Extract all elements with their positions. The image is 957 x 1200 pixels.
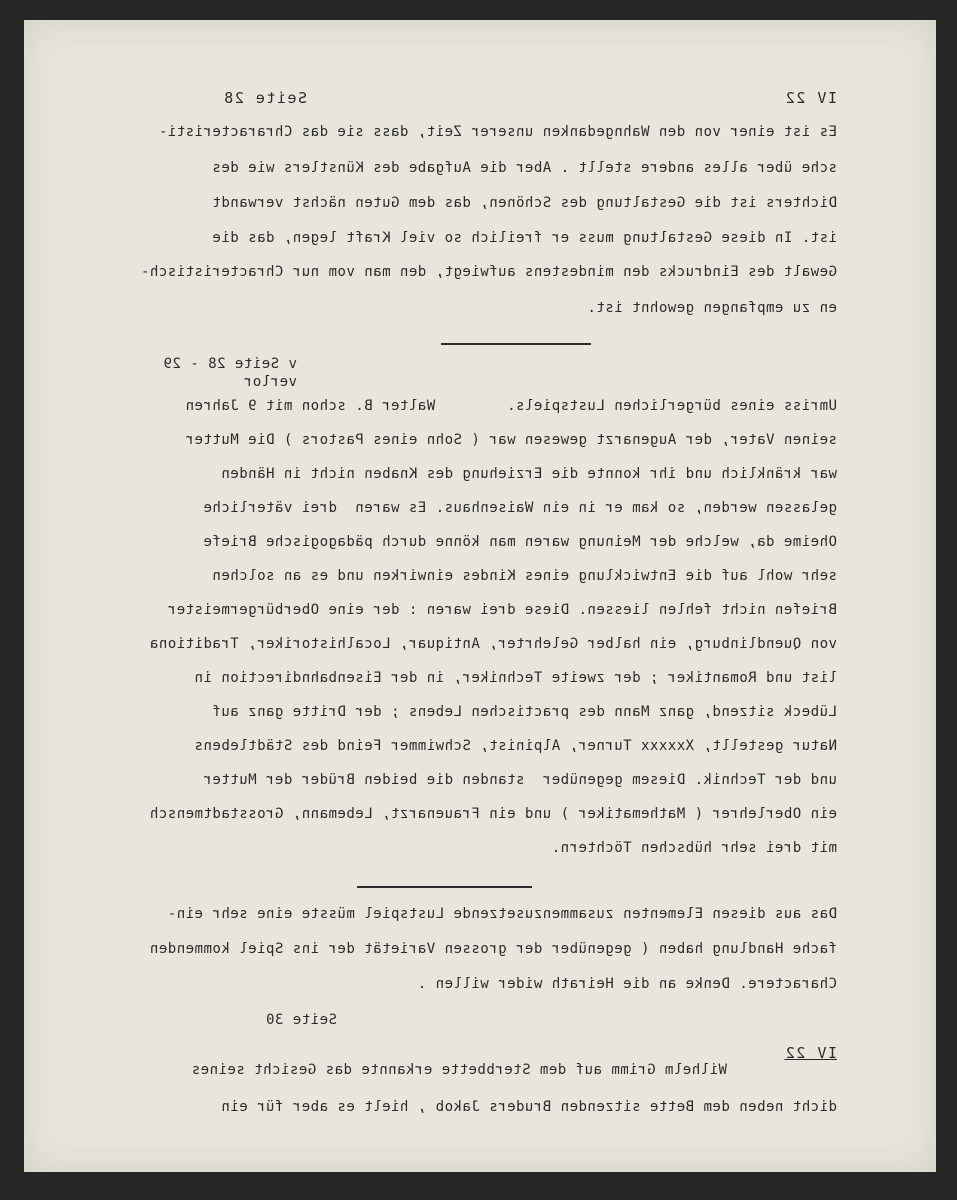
divider-rule <box>357 886 532 888</box>
paragraph2-line: und der Technik. Diesem gegenüber standen die beiden Brüder der Mutter <box>203 772 837 788</box>
section3-ref: Seite 30 <box>265 1012 337 1028</box>
paragraph1-line: Gewalt des Eindrucks den mindestens aufwiegt, den man vom nur Chracteristisch- <box>140 264 837 280</box>
paragraph2-line: mit drei sehr hübschen Töchtern. <box>551 840 837 856</box>
paragraph3-line: Charactere. Denke an die Heirath wider willen . <box>417 976 837 992</box>
paragraph4-line: dicht neben dem Bette sitzenden Bruders Jakob , hielt es aber für ein <box>220 1099 837 1115</box>
paragraph3-line: Das aus diesen Elementen zusammenzusetzende Lustspiel müsste eine sehr ein- <box>167 906 837 922</box>
section3-heading: IV 22 <box>784 1044 837 1062</box>
paragraph2-line: war kränklich und ihr konnte die Erziehung des Knaben nicht in Händen <box>220 466 837 482</box>
header-right: Seite 28 <box>222 89 307 107</box>
paragraph1-line: Es ist einer von den Wahngedanken unserer Zeit, dass sie das Chraracteristi- <box>158 124 837 140</box>
paragraph2-line: seinen Vater, der Augenarzt gewesen war ( Sohn eines Pastors ) Die Mutter <box>185 432 837 448</box>
section2-ref: v Seite 28 - 29 <box>163 356 297 372</box>
paragraph1-line: Dichters ist die Gestaltung des Schönen, das dem Guten nächst verwandt <box>211 195 837 211</box>
paragraph4-line: Wilhelm Grimm auf dem Sterbbette erkannte das Gesicht seines <box>191 1062 727 1078</box>
section2-note: verlor <box>243 374 297 390</box>
paragraph2-line: Oheime da, welche der Meinung waren man könne durch pädagogische Briefe <box>203 534 837 550</box>
paragraph2-line: gelassen werden, so kam er in ein Waisenhaus. Es waren drei väterliche <box>203 500 837 516</box>
divider-rule <box>441 343 591 345</box>
paragraph1-line: en zu empfangen gewohnt ist. <box>586 300 837 316</box>
header-left: IV 22 <box>784 89 837 107</box>
paragraph2-line: Natur gestellt, Xxxxxx Turner, Alpinist, Schwimmer Feind des Städtlebens <box>194 738 837 754</box>
paragraph2-line: ein Oberlehrer ( Mathematiker ) und ein Frauenarzt, Lebemann, Grosstadtmensch <box>149 806 837 822</box>
paragraph1-line: sche über alles andere stellt . Aber die Aufgabe des Künstlers wie des <box>211 160 837 176</box>
paragraph1-line: ist. In diese Gestaltung muss er freilich so viel Kraft legen, das die <box>211 230 837 246</box>
paragraph2-line: von Quendlinburg, ein halber Gelehrter, Antiquar, Localhistoriker, Traditiona <box>149 636 837 652</box>
paragraph2-line: Briefen nicht fehlen liessen. Diese drei waren : der eine Oberbürgermeister <box>167 602 837 618</box>
paragraph2-line: list und Romantiker ; der zweite Techniker, in der Eisenbahndirection in <box>194 670 837 686</box>
paragraph3-line: fache Handlung haben ( gegenüber der grossen Varietät der ins Spiel kommenden <box>149 941 837 957</box>
paragraph2-line: Umriss eines bürgerlichen Lustspiels. Walter B. schon mit 9 Jahren <box>185 398 837 414</box>
paragraph2-line: sehr wohl auf die Entwicklung eines Kindes einwirken und es an solchen <box>211 568 837 584</box>
paragraph2-line: Lübeck sitzend, ganz Mann des practischen Lebens ; der Dritte ganz auf <box>211 704 837 720</box>
